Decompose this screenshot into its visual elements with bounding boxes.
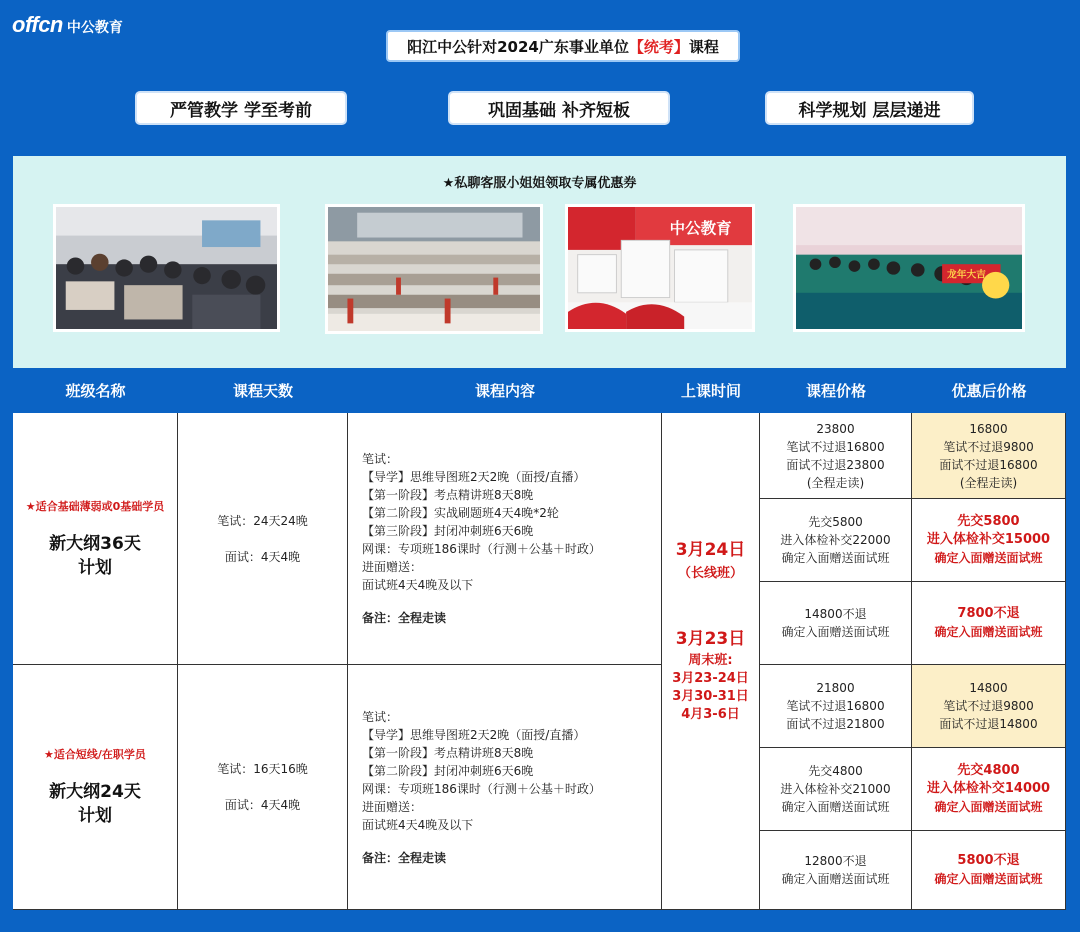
content-line: 网课：专项班186课时（行测＋公基＋时政） bbox=[362, 781, 601, 796]
discount-line: 先交5800 bbox=[957, 514, 1020, 529]
header-time: 上课时间 bbox=[680, 382, 741, 400]
course-note: 备注：全程走读 bbox=[362, 850, 447, 865]
content-line: 【第一阶段】考点精讲班8天8晚 bbox=[362, 745, 534, 760]
course-note: 备注：全程走读 bbox=[362, 611, 447, 625]
price-line: 确定入面赠送面试班 bbox=[781, 551, 890, 565]
days-interview: 面试：4天4晚 bbox=[224, 549, 301, 564]
discount-line: 面试不过退16800 bbox=[939, 457, 1038, 472]
classroom-photo-2 bbox=[325, 204, 543, 334]
content-line: 【第一阶段】考点精讲班8天8晚 bbox=[362, 488, 534, 502]
header-discount-price: 优惠后价格 bbox=[951, 382, 1027, 400]
header-price: 课程价格 bbox=[805, 382, 866, 400]
discount-line: 先交4800 bbox=[957, 763, 1020, 778]
content-line: 【第二阶段】封闭冲刺班6天6晚 bbox=[362, 763, 534, 778]
discount-price-cell bbox=[912, 831, 1066, 910]
weekend-date-1: 3月23-24日 bbox=[672, 671, 749, 686]
title-suffix: 课程 bbox=[688, 37, 719, 56]
plan-name-line1: 新大纲36天 bbox=[49, 533, 141, 554]
logo-cn: 中公教育 bbox=[66, 20, 123, 36]
discount-price-cell bbox=[912, 582, 1066, 665]
course-days-cell bbox=[178, 413, 348, 665]
discount-line: 16800 bbox=[969, 421, 1008, 436]
price-line: 进入体检补交22000 bbox=[780, 533, 891, 547]
price-line: 面试不过退21800 bbox=[786, 717, 885, 731]
price-cell bbox=[760, 413, 912, 499]
suitable-for-label: ★适合基础薄弱或0基础学员 bbox=[25, 499, 165, 513]
price-cell bbox=[760, 499, 912, 582]
discount-line: 笔试不过退9800 bbox=[943, 699, 1034, 713]
banner-text: 龙年大吉 bbox=[946, 269, 986, 281]
content-line: 笔试： bbox=[362, 452, 399, 466]
discount-price-cell bbox=[912, 499, 1066, 582]
discount-line: 确定入面赠送面试班 bbox=[934, 625, 1043, 639]
header-class-name: 班级名称 bbox=[65, 382, 126, 400]
weekend-date-2: 3月30-31日 bbox=[672, 689, 749, 704]
content-line: 【导学】思维导图班2天2晚（面授/直播） bbox=[362, 727, 586, 742]
price-line: 先交4800 bbox=[808, 764, 863, 778]
discount-line: 笔试不过退9800 bbox=[943, 439, 1034, 454]
price-cell bbox=[760, 748, 912, 831]
price-line: 21800 bbox=[816, 681, 855, 695]
course-days-cell bbox=[178, 665, 348, 910]
price-line: 确定入面赠送面试班 bbox=[781, 625, 890, 639]
content-line: 网课：专项班186课时（行测＋公基＋时政） bbox=[362, 542, 601, 556]
logo-latin: offcn bbox=[12, 12, 63, 37]
price-line: 12800不退 bbox=[804, 854, 867, 868]
classroom-photo-1 bbox=[53, 204, 280, 332]
table-header bbox=[13, 372, 1066, 410]
discount-line: 进入体检补交14000 bbox=[926, 781, 1051, 796]
price-line: 笔试不过退16800 bbox=[786, 699, 885, 713]
plan-name-line2: 计划 bbox=[77, 806, 112, 826]
discount-line: (全程走读) bbox=[959, 475, 1018, 490]
content-line: 进面赠送： bbox=[362, 560, 423, 574]
long-class-date: 3月24日 bbox=[675, 540, 746, 560]
plan-name-line1: 新大纲24天 bbox=[49, 782, 141, 802]
brand-sign: 中公教育 bbox=[669, 219, 732, 238]
content-line: 笔试： bbox=[362, 709, 399, 724]
content-line: 【第三阶段】封闭冲刺班6天6晚 bbox=[362, 524, 534, 538]
weekend-date-3: 4月3-6日 bbox=[681, 707, 740, 722]
class-name-cell bbox=[13, 665, 178, 910]
books-photo bbox=[565, 204, 755, 332]
classroom-photo-3 bbox=[793, 204, 1025, 332]
discount-price-cell bbox=[912, 413, 1066, 499]
price-line: 笔试不过退16800 bbox=[786, 439, 885, 454]
price-cell bbox=[760, 831, 912, 910]
price-cell bbox=[760, 665, 912, 748]
suitable-for-label: ★适合短线/在职学员 bbox=[44, 748, 146, 761]
content-line: 面试班4天4晚及以下 bbox=[362, 578, 474, 592]
content-line: 【第二阶段】实战刷题班4天4晚*2轮 bbox=[362, 506, 559, 520]
weekend-class-label: 周末班: bbox=[688, 653, 733, 668]
price-line: 进入体检补交21000 bbox=[780, 782, 891, 796]
class-time-cell bbox=[662, 413, 760, 910]
price-line: 确定入面赠送面试班 bbox=[781, 800, 890, 814]
discount-line: 面试不过退14800 bbox=[939, 717, 1038, 731]
course-content-cell bbox=[348, 413, 662, 665]
days-written: 笔试：24天24晚 bbox=[217, 513, 308, 528]
price-line: 面试不过退23800 bbox=[786, 457, 885, 472]
price-line: 先交5800 bbox=[808, 515, 863, 529]
photo-panel bbox=[13, 156, 1066, 368]
offcn-logo bbox=[12, 12, 123, 38]
weekend-class-date: 3月23日 bbox=[675, 629, 746, 649]
discount-line: 进入体检补交15000 bbox=[926, 532, 1051, 547]
plan-name bbox=[49, 780, 141, 828]
plan-name bbox=[49, 532, 141, 580]
discount-price-cell bbox=[912, 748, 1066, 831]
coupon-caption: ★私聊客服小姐姐领取专属优惠券 bbox=[442, 176, 637, 191]
discount-line: 14800 bbox=[969, 681, 1008, 695]
content-line: 进面赠送： bbox=[362, 799, 423, 814]
discount-line: 7800不退 bbox=[957, 606, 1020, 621]
course-content-cell bbox=[348, 665, 662, 910]
discount-line: 5800不退 bbox=[957, 853, 1020, 868]
course-table bbox=[13, 413, 1066, 910]
plan-name-line2: 计划 bbox=[77, 557, 112, 578]
discount-line: 确定入面赠送面试班 bbox=[934, 872, 1043, 886]
slogan-2: 巩固基础 补齐短板 bbox=[448, 91, 670, 125]
title-highlight: 【统考】 bbox=[628, 37, 689, 56]
slogan-3: 科学规划 层层递进 bbox=[765, 91, 974, 125]
header-days: 课程天数 bbox=[232, 382, 293, 400]
days-written: 笔试：16天16晚 bbox=[217, 762, 308, 776]
price-line: 23800 bbox=[816, 421, 855, 436]
discount-line: 确定入面赠送面试班 bbox=[934, 800, 1043, 814]
header-content: 课程内容 bbox=[474, 382, 535, 400]
discount-price-cell bbox=[912, 665, 1066, 748]
page-title bbox=[386, 30, 740, 62]
price-line: (全程走读) bbox=[806, 475, 865, 490]
class-name-cell bbox=[13, 413, 178, 665]
long-class-label: （长线班） bbox=[677, 566, 743, 581]
discount-line: 确定入面赠送面试班 bbox=[934, 551, 1043, 565]
content-line: 【导学】思维导图班2天2晚（面授/直播） bbox=[362, 470, 586, 484]
price-line: 14800不退 bbox=[804, 607, 867, 621]
price-cell bbox=[760, 582, 912, 665]
days-interview: 面试：4天4晚 bbox=[224, 798, 301, 812]
price-line: 确定入面赠送面试班 bbox=[781, 872, 890, 886]
content-line: 面试班4天4晚及以下 bbox=[362, 817, 474, 832]
title-text: 阳江中公针对2024广东事业单位 bbox=[407, 37, 629, 56]
slogan-1: 严管教学 学至考前 bbox=[135, 91, 347, 125]
